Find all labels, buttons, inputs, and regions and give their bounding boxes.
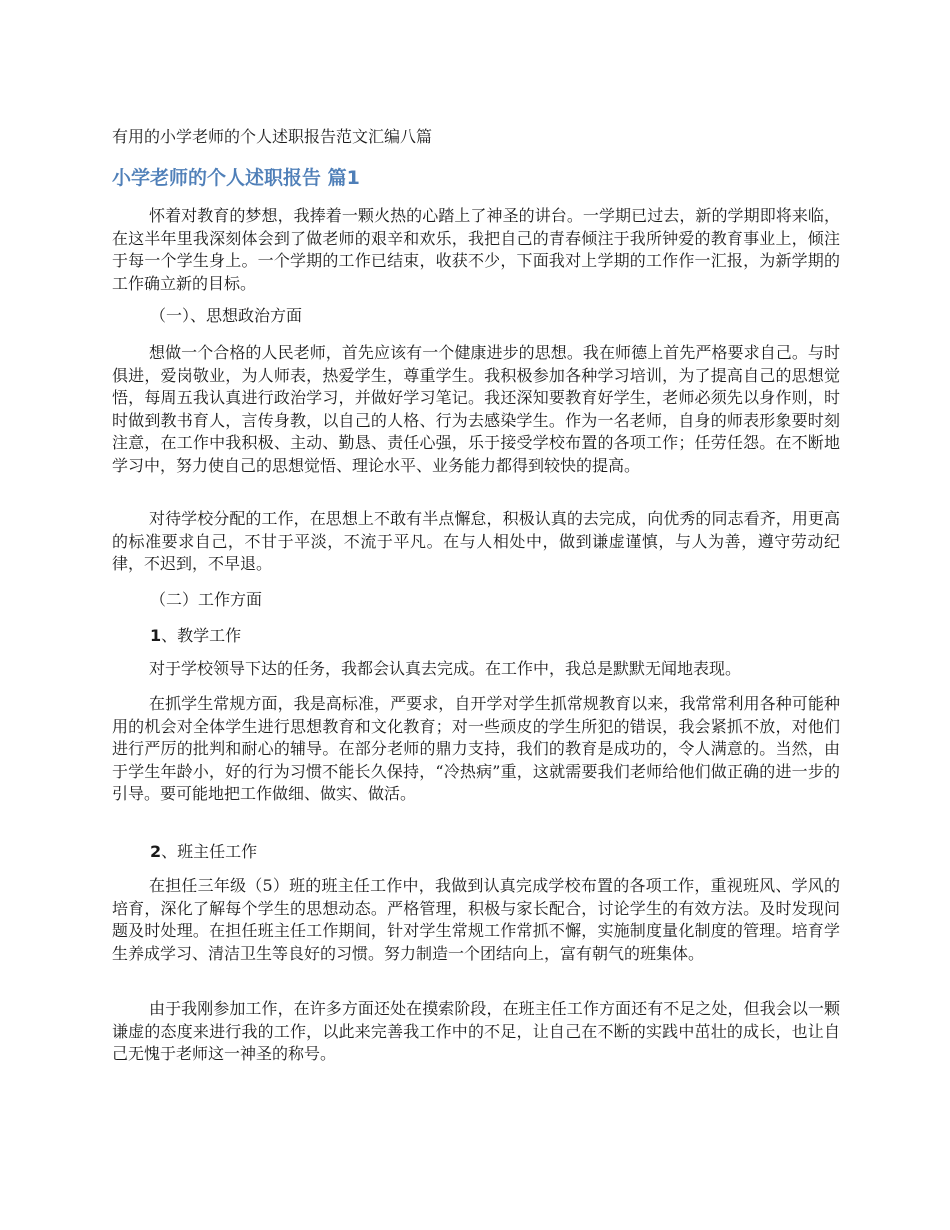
subheading-political: （一）、思想政治方面	[150, 306, 303, 325]
item-class-teacher-number: 2	[150, 842, 162, 861]
subheading-work: （二）工作方面	[150, 590, 263, 609]
section-heading: 小学老师的个人述职报告 篇1	[112, 167, 360, 189]
item-class-teacher-label: 、班主任工作	[161, 842, 258, 861]
paragraph-attitude: 对待学校分配的工作，在思想上不敢有半点懈怠，积极认真的去完成，向优秀的同志看齐，用更高的标准要求自己，不甘于平淡，不流于平凡。在与人相处中，做到谦虚谨慎，与人为善，遵守劳动纪律，不迟到，不早退。	[112, 509, 840, 573]
item-teaching-label: 、教学工作	[161, 626, 242, 645]
document-title: 有用的小学老师的个人述职报告范文汇编八篇	[112, 127, 433, 146]
item-class-teacher	[150, 841, 840, 863]
paragraph-class-teacher: 在担任三年级（5）班的班主任工作中，我做到认真完成学校布置的各项工作，重视班风、学风的培育，深化了解每个学生的思想动态。严格管理，积极与家长配合，讨论学生的有效方法。及时发现问题及时处理。在担任班主任工作期间，针对学生常规工作常抓不懈，实施制度量化制度的管理。培育学生养成学习、清洁卫生等良好的习惯。努力制造一个团结向上，富有朝气的班集体。	[112, 876, 840, 963]
paragraph-tasks: 对于学校领导下达的任务，我都会认真去完成。在工作中，我总是默默无闻地表现。	[149, 659, 742, 678]
paragraph-intro: 怀着对教育的梦想，我捧着一颗火热的心踏上了神圣的讲台。一学期已过去，新的学期即将来临，在这半年里我深刻体会到了做老师的艰辛和欢乐，我把自己的青春倾注于我所钟爱的教育事业上，倾注于每一个学生身上。一个学期的工作已结束，收获不少，下面我对上学期的工作作一汇报，为新学期的工作确立新的目标。	[112, 206, 840, 293]
item-teaching-number: 1	[150, 626, 162, 645]
paragraph-routine: 在抓学生常规方面，我是高标准，严要求，自开学对学生抓常规教育以来，我常常利用各种可能种用的机会对全体学生进行思想教育和文化教育；对一些顽皮的学生所犯的错误，我会紧抓不放，对他们进行严厉的批判和耐心的辅导。在部分老师的鼎力支持，我们的教育是成功的，令人满意的。当然，由于学生年龄小，好的行为习惯不能长久保持，“冷热病”重，这就需要我们老师给他们做正确的进一步的引导。要可能地把工作做细、做实、做活。	[112, 694, 840, 803]
item-teaching	[150, 625, 840, 647]
paragraph-political: 想做一个合格的人民老师，首先应该有一个健康进步的思想。我在师德上首先严格要求自己。与时俱进，爱岗敬业，为人师表，热爱学生，尊重学生。我积极参加各种学习培训，为了提高自己的思想觉悟，每周五我认真进行政治学习，并做好学习笔记。我还深知要教育好学生，老师必须先以身作则，时时做到教书育人，言传身教，以自己的人格、行为去感染学生。作为一名老师，自身的师表形象要时刻注意，在工作中我积极、主动、勤恳、责任心强，乐于接受学校布置的各项工作；任劳任怨。在不断地学习中，努力使自己的思想觉悟、理论水平、业务能力都得到较快的提高。	[112, 343, 840, 475]
paragraph-conclusion: 由于我刚参加工作，在许多方面还处在摸索阶段，在班主任工作方面还有不足之处，但我会以一颗谦虚的态度来进行我的工作，以此来完善我工作中的不足，让自己在不断的实践中茁壮的成长，也让自己无愧于老师这一神圣的称号。	[112, 999, 840, 1063]
